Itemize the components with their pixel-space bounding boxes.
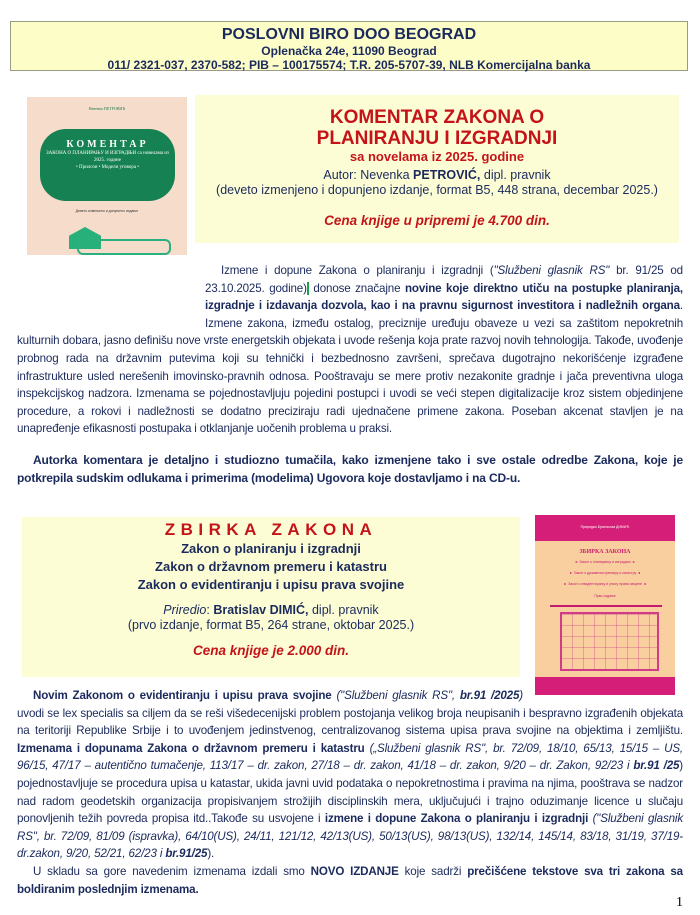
book2-price: Cena knjige je 2.000 din. — [192, 643, 350, 658]
text-run: koje sadrži — [398, 864, 468, 878]
book2-title: ZBIRKA ZAKONA — [164, 520, 378, 539]
author-label: Autor: Nevenka — [323, 168, 414, 182]
cover-editor: Приредио Братислав ДИМИЋ — [580, 525, 630, 529]
paragraph-izmene — [17, 262, 683, 438]
book2-edition: (prvo izdanje, format B5, 264 strane, oktobar 2025.) — [127, 618, 415, 632]
editor-name: Bratislav DIMIĆ, — [213, 603, 309, 617]
cover-law: ► Закон о евидентирању и упису права својине ◄ — [563, 582, 647, 586]
company-header — [10, 21, 688, 71]
text-run: donose značajne — [308, 281, 405, 295]
book1-price: Cena knjige u pripremi je 4.700 din. — [324, 213, 550, 228]
text-run: . Izmene zakona, između ostalog, preciznije uređuju obaveze u vezi sa zaštitom nepokretnih kulturnih dobara, jasno definišu nove vrste energetskih objekata i uvode rešenja koja prate razvoj novih tehnologija. Takođe, uvođenje probnog rada na državnim putevima koji su tehnički i bezbednosno završeni, sprečava dugotrajno nekorišćenje izgrađene infrastrukture usled nerešenih imovinsko-pravnih odnosa. Pooštravaju se mere protiv nezakonite gradnje i jača preventivna uloga inspekcijskog nadzora. Izmenama se pojednostavljuju pojedini postupci i uvodi se veći stepen digitalizacije kroz sistem objedinjene procedure, a rokovi i nadležnosti se dodatno preciziraju radi ujednačene primene zakona. Poseban akcenat stavljen je na unapređenje efikasnosti postupaka i otklanjanje uočenih problema u praksi. — [17, 299, 683, 436]
text-run: Novim Zakonom o evidentiranju i upisu prava svojine — [33, 689, 332, 702]
text-run: ("Službeni glasnik RS", — [331, 689, 460, 702]
book2-editor: Priredio: Bratislav DIMIĆ, dipl. pravnik (prvo izdanje, format B5, 264 strane, oktobar 2025.) — [127, 603, 415, 632]
cover-subtitle: ЗАКОНА О ПЛАНИРАЊУ И ИЗГРАДЊИ са новелама из 2025. године — [46, 151, 169, 163]
text-run: "Službeni glasnik RS" — [493, 264, 610, 277]
company-contact: 011/ 2321-037, 2370-582; PIB – 100175574; T.R. 205-5707-39, NLB Komercijalna banka — [107, 58, 591, 72]
cover-law: ► Закон о државном премеру и катастру ◄ — [569, 571, 641, 575]
cover-law: ► Закон о планирању и изградњи ◄ — [574, 560, 635, 564]
cover-note: Девето измењено и допуњено издање — [75, 209, 139, 213]
cover-extra: • Прилози • Модели уговора • — [75, 165, 140, 170]
text-run: novine koje direktno utiču na postupke planiranja, izgradnje i izdavanja dozvola, kao i na pravnu sigurnost investitora i nadležnih organa — [205, 281, 683, 313]
text-run: uvodi se lex specialis sa ciljem da se reši višedecenijski problem postojanja velikog broja neupisanih i bespravno izgrađenih objekata na teritoriji Republike Srbije i to uvođenjem jedinstvenog, centralizovanog sistema upisa prava svojine na objektima i zemljištu. — [17, 706, 683, 738]
cover-title-oval — [40, 129, 175, 201]
paragraph-novim-zakonom — [17, 687, 683, 898]
author-title: dipl. pravnik — [480, 168, 551, 182]
book-cover-komentar — [27, 97, 187, 255]
text-run: br.91 /2025 — [459, 689, 520, 702]
text-run: ) — [519, 689, 523, 702]
text-run: ) pojednostavljuje se procedura upisa u katastar, ukida javni uvid podataka o nepokretnostima i pravima na njima, pooštrava se nadzor nad radom geodetskih organizacija propisivanjem strožijih disciplinskih mera, uključujući i trajno oduzimanje licence u slučaju ponovljenih težih povreda propisa itd..Takođe su usvojene i — [17, 759, 684, 826]
book1-author — [195, 168, 679, 198]
book1-title — [195, 107, 679, 149]
paragraph-text — [17, 863, 683, 898]
book1-title-line1: KOMENTAR ZAKONA O — [329, 107, 545, 128]
author-name: PETROVIĆ, — [413, 168, 481, 182]
company-name: POSLOVNI BIRO DOO BEOGRAD — [221, 26, 477, 43]
paragraph-autorka — [17, 452, 683, 487]
book-cover-zbirka — [535, 515, 675, 695]
cover-title: ЗБИРКА ЗАКОНА — [579, 549, 631, 555]
page-number: 1 — [676, 895, 683, 910]
editor-label: Priredio — [163, 603, 207, 617]
text-run: br.91 /25 — [633, 759, 680, 773]
book1-edition: (deveto izmenjeno i dopunjeno izdanje, format B5, 448 strana, decembar 2025.) — [216, 183, 658, 197]
cover-note: Прво издање — [594, 594, 616, 598]
laptop-illustration — [560, 612, 659, 671]
cover-author: Невенка ПЕТРОВИЋ — [88, 106, 126, 111]
law-title: Zakon o državnom premeru i katastru — [155, 559, 387, 574]
text-run: U skladu sa gore navedenim izmenama izdali smo — [33, 864, 311, 878]
text-run: Izmene i dopune Zakona o planiranju i izgradnji ( — [221, 264, 494, 277]
paragraph-text — [17, 687, 683, 863]
text-run: br. 91/25 od 23.10.2025. godine — [205, 264, 683, 295]
editor-title: dipl. pravnik — [308, 603, 379, 617]
cover-title: КОМЕНТАР — [66, 139, 149, 150]
text-run: ("Službeni glasnik RS", br. 72/09, 81/09 (ispravka), 64/10(US), 24/11, 121/12, 42/13(US), 50/13(US), 98/13(US), 132/14, 145/14, 83/18, 31/19, 37/19-dr.zakon, 9/20, 52/21, 62/23 i — [17, 812, 683, 861]
law-title: Zakon o evidentiranju i upisu prava svojine — [137, 577, 405, 592]
company-address: Oplenačka 24e, 11090 Beograd — [261, 44, 437, 58]
text-run: prečišćene tekstove sva tri zakona sa boldiranim poslednjim izmenama. — [17, 864, 683, 896]
book1-title-line2: PLANIRANJU I IZGRADNJI — [316, 128, 558, 149]
text-run: („Službeni glasnik RS", br. 72/09, 18/10, 65/13, 15/15 – US, 96/15, 47/17 – autentično tumačenje, 113/17 – dr. zakon, 27/18 – dr. zakon, 41/18 – dr. zakon, 9/20 – dr. Zakon, 92/23 i — [17, 741, 683, 773]
text-run: Izmenama i dopunama Zakona o državnom premeru i katastru — [17, 741, 365, 755]
text-run: izmene i dopune Zakona o planiranju i izgradnji — [324, 812, 589, 826]
text-run: br.91/25 — [165, 847, 208, 861]
cover-divider — [550, 605, 662, 607]
text-run: ) — [303, 281, 307, 295]
book2-info-box — [22, 517, 520, 677]
text-run: ). — [207, 847, 215, 861]
text-run: NOVO IZDANJE — [310, 864, 399, 878]
paragraph-text: Autorka komentara je detaljno i studiozno tumačila, kako izmenjene tako i sve ostale odredbe Zakona, koje je potkrepila sudskim odlukama i primerima (modelima) Ugovora koje dostavljamo i na CD-u. — [17, 453, 683, 485]
law-title: Zakon o planiranju i izgradnji — [181, 541, 361, 556]
book1-info-box — [195, 95, 679, 243]
book1-subtitle: sa novelama iz 2025. godine — [349, 149, 525, 164]
scroll-illustration — [77, 239, 171, 255]
